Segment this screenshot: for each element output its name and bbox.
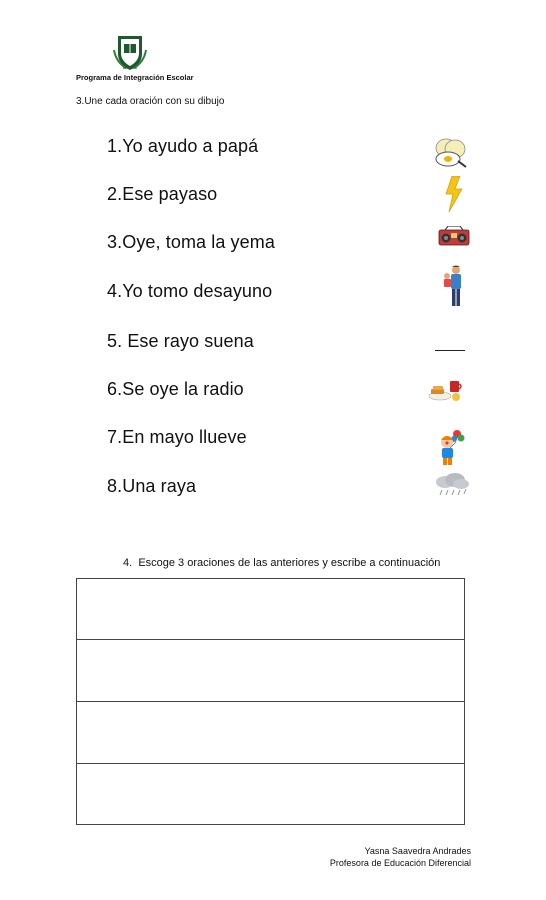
answer-box-1[interactable]: [76, 578, 465, 640]
logo-caption: ESCUELA: [122, 66, 138, 70]
lightning-icon: [444, 176, 464, 212]
program-title: Programa de Integración Escolar: [76, 73, 194, 82]
answer-box-3[interactable]: [76, 701, 465, 764]
father-child-icon: [440, 264, 470, 308]
sentence-6: 6.Se oye la radio: [107, 379, 244, 399]
breakfast-icon: [428, 378, 464, 402]
teacher-role: Profesora de Educación Diferencial: [329, 858, 471, 868]
sentence-2: 2.Ese payaso: [107, 184, 218, 204]
activity4-instruction: 4. Escoge 3 oraciones de las anteriores y escribe a continuación: [123, 557, 441, 569]
radio-icon: [438, 226, 470, 246]
sentence-8: 8.Una raya: [107, 476, 197, 496]
sentence-4: 4.Yo tomo desayuno: [107, 281, 273, 301]
sentence-5: 5. Ese rayo suena: [107, 331, 254, 351]
activity3-instruction: 3.Une cada oración con su dibujo: [76, 96, 225, 107]
line-drawing: [435, 350, 465, 351]
sentence-7: 7.En mayo llueve: [107, 427, 247, 447]
answer-box-4[interactable]: [76, 763, 465, 825]
teacher-name: Yasna Saavedra Andrades: [364, 846, 471, 856]
eggs-icon: [433, 137, 469, 169]
sentence-3: 3.Oye, toma la yema: [107, 232, 275, 252]
rain-cloud-icon: [433, 472, 471, 498]
clown-icon: [437, 428, 465, 466]
answer-box-2[interactable]: [76, 639, 465, 702]
sentence-1: 1.Yo ayudo a papá: [107, 136, 259, 156]
